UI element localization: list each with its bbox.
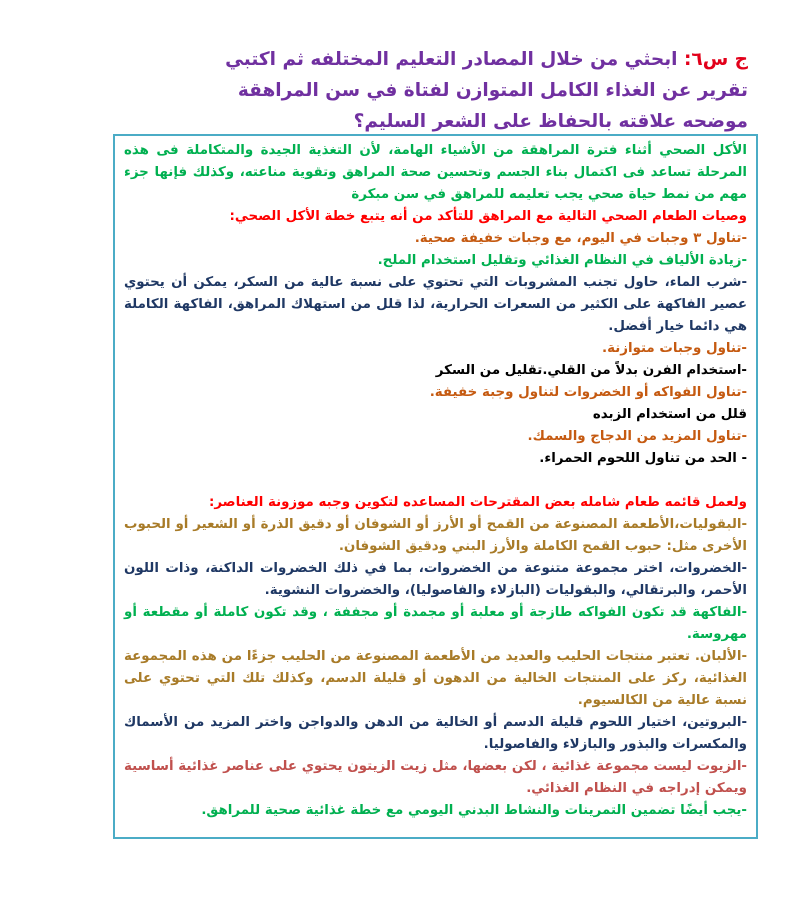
answer-box [113, 134, 758, 839]
tip-item: -تناول المزيد من الدجاج والسمك. [527, 429, 747, 444]
menu-item: -الفاكهة قد تكون الفواكه طازجة أو معلبة أو مجمدة أو مجففة ، وقد تكون كاملة أو مقطعة أو مهروسة. [124, 605, 747, 642]
menu-item: -الزيوت ليست مجموعة غذائية ، لكن بعضها، مثل زيت الزيتون يحتوي على عناصر غذائية أساسية ويمكن إدراجه في النظام الغذائي. [124, 759, 747, 796]
tip-item: قلل من استخدام الزبده [592, 407, 747, 422]
intro-paragraph: الأكل الصحي أثناء فترة المراهقة من الأشياء الهامة، لأن التغذية الجيدة والمتكاملة فى هذه المرحلة تساعد فى اكتمال بناء الجسم وتحسين صحة المراهق وتقوية مناعته، وكذلك فإنها جزء مهم من نمط حياة صحي يجب تعليمه للمراهق في سن مبكرة [124, 143, 747, 202]
question-number: ج س٦: [683, 49, 748, 70]
menu-item: -البقوليات،الأطعمة المصنوعة من القمح أو الأرز أو الشوفان أو دقيق الذرة أو الشعير أو الحبوب الأخرى مثل: حبوب القمح الكاملة والأرز البني ودقيق الشوفان. [124, 517, 747, 554]
menu-item: -الألبان. تعتبر منتجات الحليب والعديد من الأطعمة المصنوعة من الحليب جزءًا من هذه المجموعة الغذائية، ركز على المنتجات الخالية من الدهون أو قليلة الدسم، وكذلك تلك التي تحتوي على نسبة عالية من الكالسيوم. [124, 649, 747, 708]
tip-item: -تناول ٣ وجبات في اليوم، مع وجبات خفيفة صحية. [414, 231, 747, 246]
menu-item: -البروتين، اختيار اللحوم قليلة الدسم أو الخالية من الدهن والدواجن واختر المزيد من الأسماك والمكسرات والبذور والبازلاء والفاصوليا. [124, 715, 747, 752]
menu-item: -الخضروات، اختر مجموعة متنوعة من الخضروات، بما في ذلك الخضروات الداكنة، وذات اللون الأحمر، والبرتقالي، والبقوليات (البازلاء والفاصوليا)، والخضروات النشوية. [124, 561, 747, 598]
menu-heading: ولعمل قائمه طعام شامله بعض المقترحات المساعده لتكوين وجبه موزونة العناصر: [209, 495, 747, 510]
tips-heading: وصيات الطعام الصحي التالية مع المراهق للتأكد من أنه يتبع خطة الأكل الصحي: [229, 209, 747, 224]
tip-item: - الحد من تناول اللحوم الحمراء. [539, 451, 747, 466]
tip-item: -شرب الماء، حاول تجنب المشروبات التي تحتوي على نسبة عالية من السكر، يمكن أن يحتوي عصير الفاكهة على الكثير من السعرات الحرارية، لذا قلل من استهلاك المراهق، الفاكهة الكاملة هي دائما خيار أفضل. [124, 275, 747, 334]
paragraph-spacer [124, 470, 747, 492]
tip-item: -استخدام الفرن بدلاً من القلي.تقليل من السكر [435, 363, 747, 378]
tip-item: -تناول الفواكه أو الخضروات لتناول وجبة خفيفة. [429, 385, 747, 400]
tip-item: -تناول وجبات متوازنة. [602, 341, 747, 356]
menu-item: -يجب أيضًا تضمين التمرينات والنشاط البدني اليومي مع خطة غذائية صحية للمراهق. [201, 803, 747, 818]
tip-item: -زيادة الألياف في النظام الغذائي وتقليل استخدام الملح. [377, 253, 747, 268]
question-text [200, 44, 748, 137]
question-body: ابحثي من خلال المصادر التعليم المختلفه ثم اكتبي تقرير عن الغذاء الكامل المتوازن لفتاة في سن المراهقة موضحه علاقته بالحفاظ على الشعر السليم؟ [225, 49, 748, 132]
